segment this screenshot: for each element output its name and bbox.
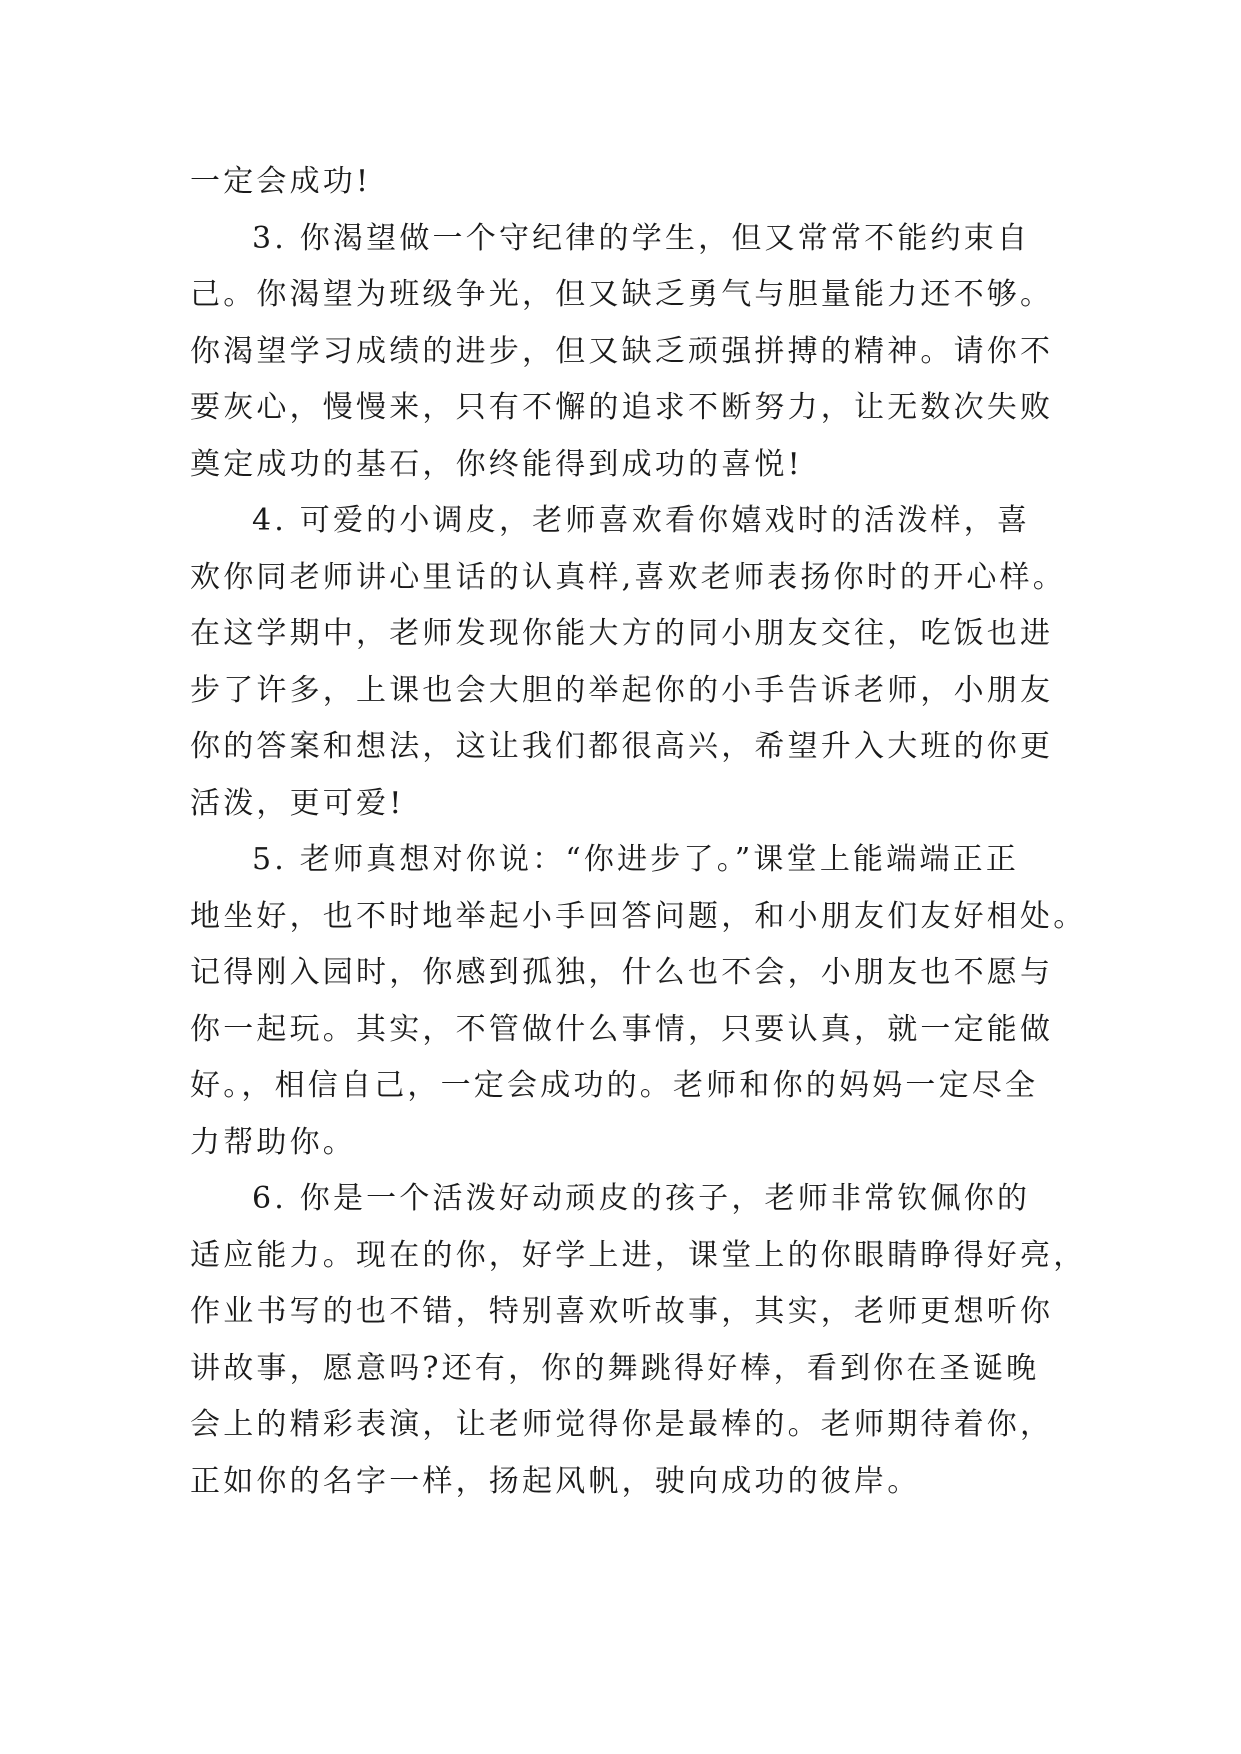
text-line: 欢你同老师讲心里话的认真样,喜欢老师表扬你时的开心样。 — [190, 559, 1066, 595]
text-line: 讲故事，愿意吗?还有，你的舞跳得好棒，看到你在圣诞晚 — [190, 1350, 1040, 1386]
text-line: 地坐好，也不时地举起小手回答问题，和小朋友们友好相处。 — [190, 898, 1087, 934]
text-line: 会上的精彩表演，让老师觉得你是最棒的。老师期待着你， — [190, 1407, 1054, 1442]
text-line: 活泼，更可爱! — [190, 785, 405, 821]
paragraph-6-start: 6. 你是一个活泼好动顽皮的孩子，老师非常钦佩你的 — [252, 1181, 1031, 1216]
text-line: 你的答案和想法，这让我们都很高兴，希望升入大班的你更 — [190, 729, 1054, 764]
document-body — [190, 154, 1087, 1510]
text-line: 一定会成功! — [190, 164, 372, 199]
text-line: 奠定成功的基石，你终能得到成功的喜悦! — [190, 446, 803, 482]
text-line: 你渴望学习成绩的进步，但又缺乏顽强拼搏的精神。请你不 — [190, 333, 1054, 369]
text-line: 力帮助你。 — [190, 1124, 356, 1160]
paragraph-4-start: 4. 可爱的小调皮，老师喜欢看你嬉戏时的活泼样，喜 — [252, 503, 1031, 538]
text-line: 你一起玩。其实，不管做什么事情，只要认真，就一定能做 — [190, 1011, 1054, 1047]
paragraph-3-start: 3. 你渴望做一个守纪律的学生，但又常常不能约束自 — [252, 220, 1031, 256]
text-line: 适应能力。现在的你，好学上进，课堂上的你眼睛睁得好亮， — [190, 1237, 1087, 1273]
paragraph-5-start: 5. 老师真想对你说：“你进步了。”课堂上能端端正正 — [252, 842, 1020, 877]
text-line: 步了许多，上课也会大胆的举起你的小手告诉老师，小朋友 — [190, 672, 1054, 708]
text-line: 在这学期中，老师发现你能大方的同小朋友交往，吃饭也进 — [190, 616, 1054, 651]
text-line: 好。，相信自己，一定会成功的。老师和你的妈妈一定尽全 — [190, 1068, 1039, 1103]
text-line: 正如你的名字一样，扬起风帆，驶向成功的彼岸。 — [190, 1463, 921, 1499]
text-line: 己。你渴望为班级争光，但又缺乏勇气与胆量能力还不够。 — [190, 277, 1054, 312]
text-line: 要灰心，慢慢来，只有不懈的追求不断努力，让无数次失败 — [190, 390, 1054, 425]
text-line: 作业书写的也不错，特别喜欢听故事，其实，老师更想听你 — [190, 1294, 1054, 1329]
text-line: 记得刚入园时，你感到孤独，什么也不会，小朋友也不愿与 — [190, 955, 1054, 990]
